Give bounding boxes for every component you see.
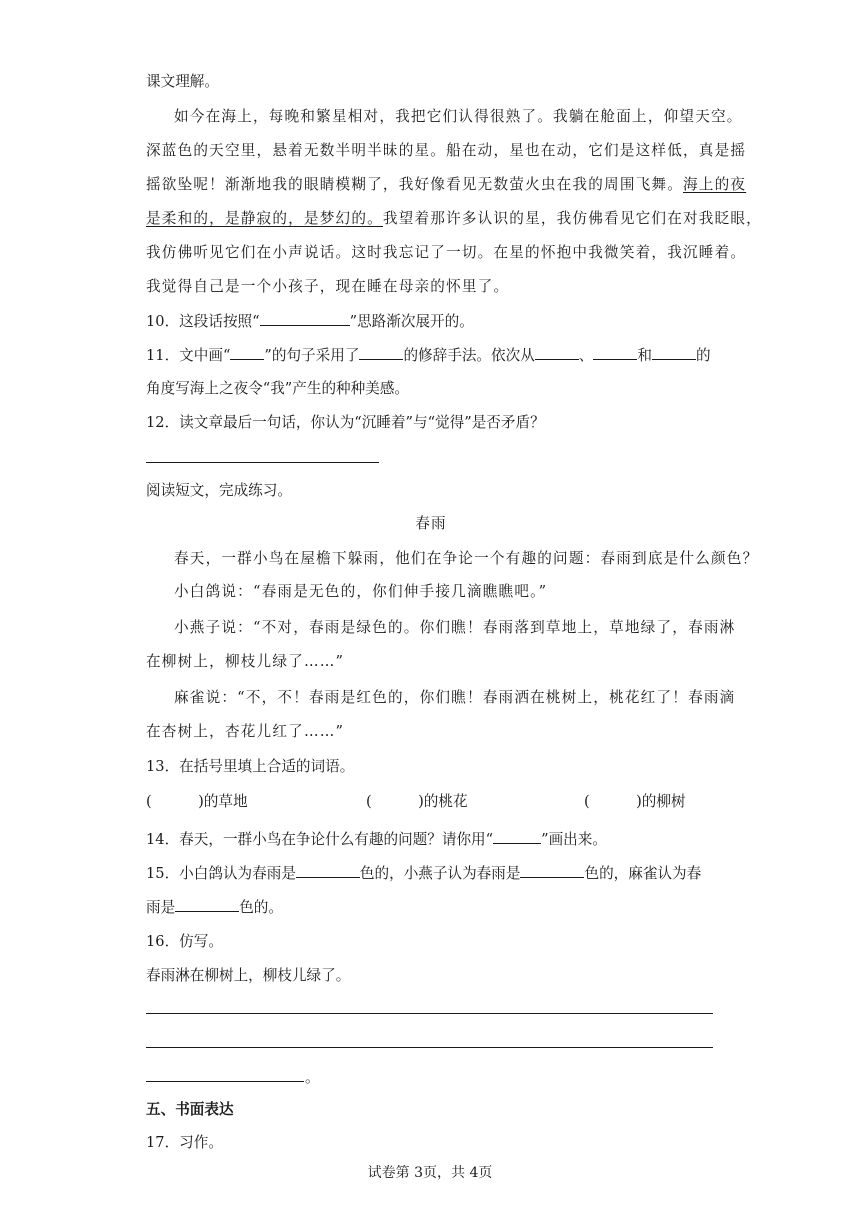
question-12: 12．读文章最后一句话，你认为“沉睡着”与“觉得”是否矛盾？ [146,414,545,431]
question-text: 雨是 [146,899,176,916]
question-11-line-1 [146,345,716,366]
answer-blank[interactable] [520,863,584,878]
passage1-line-4 [146,209,762,229]
passage1-line-1: 如今在海上，每晚和繁星相对，我把它们认得很熟了。我躺在舱面上，仰望天空。 [174,108,743,125]
question-text: 色的，小燕子认为春雨是 [359,865,521,882]
passage1-line-3 [146,175,747,195]
passage2-para-1: 春天，一群小鸟在屋檐下躲雨，他们在争论一个有趣的问题：春雨到底是什么颜色？ [174,550,759,567]
writing-line-1[interactable] [146,1013,713,1014]
question-10 [146,311,716,332]
question-13: 13．在括号里填上合适的词语。 [146,758,355,775]
passage1-text: 我望着那许多认识的星，我仿佛看见它们在对我眨眼， [382,210,762,227]
passage1-text: 摇欲坠呢！渐渐地我的眼睛模糊了，我好像看见无数萤火虫在我的周围飞舞。 [146,176,683,193]
question-text: ”的句子采用了 [264,347,360,364]
passage1-line-2: 深蓝色的天空里，悬着无数半明半昧的星。船在动，星也在动，它们是这样低，真是摇 [146,142,747,159]
question-text: 和 [637,347,653,364]
answer-blank[interactable] [296,863,360,878]
question-15-line-2 [146,897,716,918]
question-text: 10．这段话按照“ [146,313,260,330]
end-period: 。 [305,1069,320,1086]
question-text: 、 [578,347,594,364]
underlined-sentence: 是柔和的，是静寂的，是梦幻的。 [146,210,383,227]
question-text: 的 [696,347,711,364]
answer-blank[interactable] [535,345,579,360]
question-text: 15．小白鸽认为春雨是 [146,865,296,882]
writing-line-2[interactable] [146,1047,713,1048]
question-16: 16．仿写。 [146,933,223,950]
passage1-line-5: 我仿佛听见它们在小声说话。这时我忘记了一切。在星的怀抱中我微笑着，我沉睡着。 [146,244,747,261]
question-14 [146,829,716,850]
answer-blank[interactable] [493,829,541,844]
question-text: 11．文中画“ [146,347,231,364]
question-text: 色的。 [239,899,283,916]
passage2-para-4a: 麻雀说：“不，不！春雨是红色的，你们瞧！春雨洒在桃树上，桃花红了！春雨滴 [174,689,736,706]
section-intro-label: 课文理解。 [146,73,219,90]
answer-blank[interactable] [593,345,637,360]
section-5-heading: 五、书面表达 [146,1101,234,1118]
answer-blank[interactable] [359,345,403,360]
passage2-para-2: 小白鸽说：“春雨是无色的，你们伸手接几滴瞧瞧吧。” [174,583,548,600]
writing-line-3[interactable] [146,1081,304,1082]
fill-item-2[interactable]: ( )的桃花 [366,793,468,810]
answer-line[interactable] [146,462,379,463]
question-text: 14．春天，一群小鸟在争论什么有趣的问题？请你用“ [146,831,494,848]
passage2-para-3b: 在柳树上，柳枝儿绿了……” [146,653,345,670]
imitation-example: 春雨淋在柳树上，柳枝儿绿了。 [146,967,351,984]
answer-blank[interactable] [652,345,696,360]
question-text: ”画出来。 [541,831,607,848]
passage2-para-4b: 在杏树上，杏花儿红了……” [146,723,345,740]
passage2-title: 春雨 [415,515,447,532]
passage2-para-3a: 小燕子说：“不对，春雨是绿色的。你们瞧！春雨落到草地上，草地绿了，春雨淋 [174,619,736,636]
fill-item-3[interactable]: ( )的柳树 [584,793,686,810]
question-text: 色的，麻雀认为春 [584,865,702,882]
answer-blank[interactable] [175,897,239,912]
underlined-sentence: 海上的夜 [683,176,747,193]
question-text: 的修辞手法。依次从 [403,347,535,364]
question-text: ”思路渐次展开的。 [349,313,474,330]
reading-instruction: 阅读短文，完成练习。 [146,482,292,499]
question-11-line-2: 角度写海上之夜令“我”产生的种种美感。 [146,380,410,397]
answer-blank[interactable] [260,311,350,326]
question-17: 17．习作。 [146,1134,223,1151]
answer-blank[interactable] [230,345,264,360]
fill-item-1[interactable]: ( )的草地 [146,793,248,810]
page-footer: 试卷第 3页，共 4页 [367,1165,493,1181]
passage1-line-6: 我觉得自己是一个小孩子，现在睡在母亲的怀里了。 [146,278,510,295]
question-15-line-1 [146,863,716,884]
